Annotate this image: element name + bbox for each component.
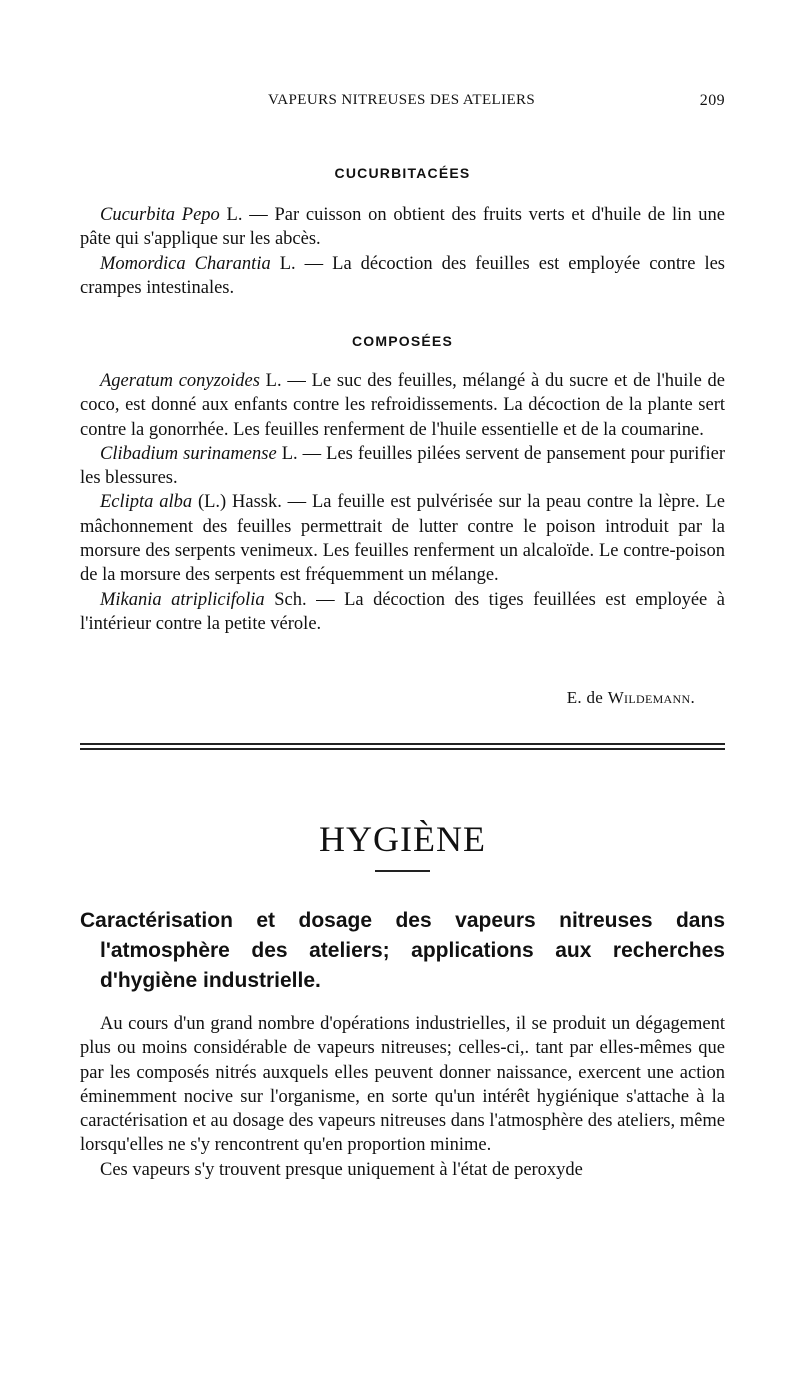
article-body xyxy=(80,1012,725,1182)
species-name: Clibadium surinamense xyxy=(100,443,277,464)
species-name: Eclipta alba xyxy=(100,492,193,513)
species-name: Ageratum conyzoides xyxy=(100,371,260,391)
species-entry xyxy=(80,442,725,491)
species-entry xyxy=(80,369,725,442)
species-entry xyxy=(80,588,725,637)
running-header xyxy=(80,92,725,114)
species-entry xyxy=(80,490,725,587)
author-initial: E. de xyxy=(566,688,608,707)
species-name: Cucurbita Pepo xyxy=(100,205,220,225)
section-divider xyxy=(80,743,725,749)
species-name: Momordica Charantia xyxy=(100,253,271,274)
species-description: L. — Par cuisson on obtient des fruits verts et d'huile de lin une pâte qui s'applique sur les abcès. xyxy=(80,205,725,250)
article-paragraph: Au cours d'un grand nombre d'opérations industrielles, il se produit un dégagement plus ou moins considérable de vapeurs nitreuses; celles-ci,. tant par elles-mêmes que par les composés nitrés auxquels elles peuvent donner naissance, exercent une action éminemment nocive sur l'organisme, en sorte qu'un intérêt hygiénique s'attache à la caractérisation et au dosage des vapeurs nitreuses dans l'atmosphère des ateliers, même lorsqu'elles ne s'y rencontrent qu'en proportion minime. xyxy=(80,1014,725,1156)
species-entry xyxy=(80,203,725,252)
species-name: Mikania atriplicifolia xyxy=(100,589,265,610)
document-page xyxy=(80,0,725,1382)
species-description: L. — La décoction des feuilles est employée contre les crampes intestinales. xyxy=(80,253,725,298)
article-paragraph: Ces vapeurs s'y trouvent presque uniquement à l'état de peroxyde xyxy=(100,1159,583,1180)
section-body-composees xyxy=(80,369,725,636)
author-name: Wildemann. xyxy=(607,688,695,707)
section-body-cucurbitacees xyxy=(80,203,725,300)
species-entry xyxy=(80,252,725,301)
heading-rule xyxy=(375,870,430,872)
species-description: Sch. — La décoction des tiges feuillées est employée à l'intérieur contre la petite vérole. xyxy=(80,589,725,634)
main-heading: HYGIÈNE xyxy=(319,819,486,859)
author-signature xyxy=(567,688,695,708)
species-description: L. — Les feuilles pilées servent de pansement pour purifier les blessures. xyxy=(80,443,726,489)
species-description: L. — Le suc des feuilles, mélangé à du sucre et de l'huile de coco, est donné aux enfants contre les refroidissements. La décoction de la plante sert contre la gonorrhée. Les feuilles renferment de l'huile essentielle et de la coumarine. xyxy=(80,371,726,440)
species-description: (L.) Hassk. — La feuille est pulvérisée sur la peau contre la lèpre. Le mâchonnement des feuilles permettrait de lutter contre le poison introduit par la morsure des serpents venimeux. Les feuilles renferment un alcaloïde. Le contre-poison de la morsure des serpents est fréquemment un mélange. xyxy=(80,492,725,586)
page-number: 209 xyxy=(699,92,725,109)
article-title: Caractérisation et dosage des vapeurs nitreuses dans l'atmosphère des ateliers; applications aux recherches d'hygiène industrielle. xyxy=(80,909,725,992)
section-heading-composees: COMPOSÉES xyxy=(351,333,454,349)
section-heading-cucurbitacees: CUCURBITACÉES xyxy=(334,165,471,181)
running-title: VAPEURS NITREUSES DES ATELIERS xyxy=(268,92,536,108)
